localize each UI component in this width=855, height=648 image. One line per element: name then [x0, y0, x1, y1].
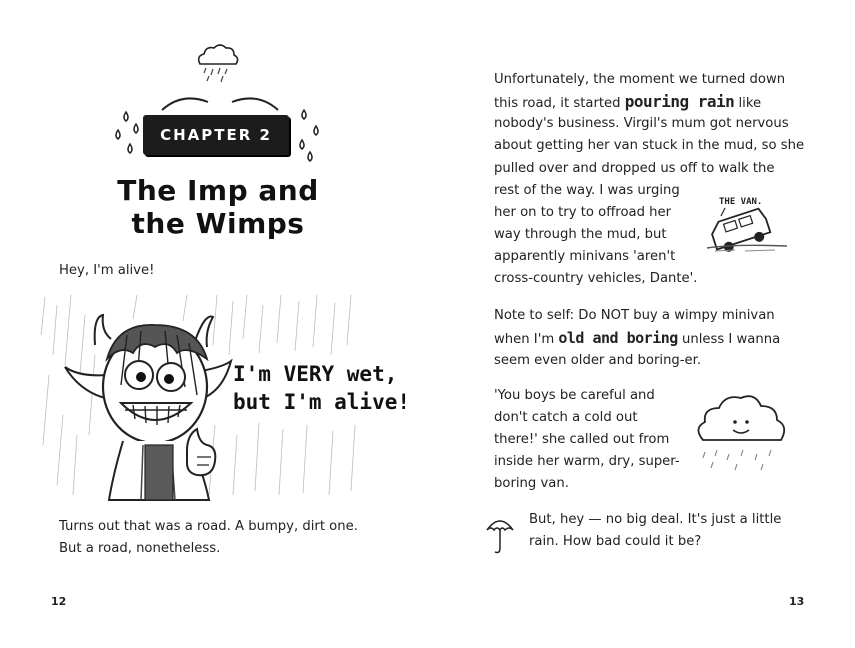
chapter-title — [100, 174, 336, 240]
wet-boy-illustration — [37, 295, 411, 500]
smiling-cloud-icon — [693, 388, 789, 474]
p4-line-1: But, hey — no big deal. It's just a little — [529, 512, 782, 527]
speech-line-1: I'm VERY wet, — [233, 362, 398, 386]
p2-line-2a: when I'm — [494, 332, 559, 347]
p4-line-2: rain. How bad could it be? — [529, 534, 702, 549]
p2-line-2b: unless I wanna — [677, 332, 781, 347]
p1-line-7: her on to try to offroad her — [494, 205, 672, 220]
page-number-left: 12 — [51, 595, 67, 608]
pouring-rain-emphasis: pouring rain — [624, 92, 735, 111]
p2-line-1: Note to self: Do NOT buy a wimpy minivan — [494, 308, 775, 323]
chapter-label: CHAPTER 2 — [143, 115, 289, 155]
p1-line-1: Unfortunately, the moment we turned down — [494, 72, 786, 87]
speech-line-2: but I'm alive! — [233, 390, 411, 414]
p3-line-3: there!' she called out from — [494, 432, 670, 447]
old-and-boring-emphasis: old and boring — [558, 329, 678, 347]
p1-line-5: pulled over and dropped us off to walk the — [494, 161, 775, 176]
p1-line-9: apparently minivans 'aren't — [494, 249, 676, 264]
van-label: THE VAN. — [719, 197, 763, 207]
van-doodle — [705, 190, 789, 254]
p3-line-1: 'You boys be careful and — [494, 388, 655, 403]
p3-line-2: don't catch a cold out — [494, 410, 638, 425]
p2-line-3: seem even older and boring-er. — [494, 353, 702, 368]
p1-line-2b: like — [734, 96, 762, 111]
p1-line-10: cross-country vehicles, Dante'. — [494, 271, 698, 286]
p3-line-5: boring van. — [494, 476, 569, 491]
closing-line-1: Turns out that was a road. A bumpy, dirt one. — [59, 519, 358, 534]
right-page — [427, 0, 854, 648]
p2-line-2 — [494, 327, 780, 352]
p1-line-2 — [494, 91, 761, 116]
chapter-title-line2: the Wimps — [131, 207, 305, 240]
p1-line-4: about getting her van stuck in the mud, so she — [494, 138, 805, 153]
p3-line-4: inside her warm, dry, super- — [494, 454, 680, 469]
intro-text: Hey, I'm alive! — [59, 263, 155, 278]
closing-line-2: But a road, nonetheless. — [59, 541, 221, 556]
rain-cloud-icon — [194, 42, 240, 84]
chapter-title-line1: The Imp and — [117, 174, 319, 207]
umbrella-icon — [485, 514, 515, 556]
left-page — [0, 0, 427, 648]
p1-line-3: nobody's business. Virgil's mum got nervous — [494, 116, 789, 131]
p1-line-8: way through the mud, but — [494, 227, 667, 242]
p1-line-6: rest of the way. I was urging — [494, 183, 680, 198]
p1-line-2a: this road, it started — [494, 96, 625, 111]
page-number-right: 13 — [789, 595, 805, 608]
